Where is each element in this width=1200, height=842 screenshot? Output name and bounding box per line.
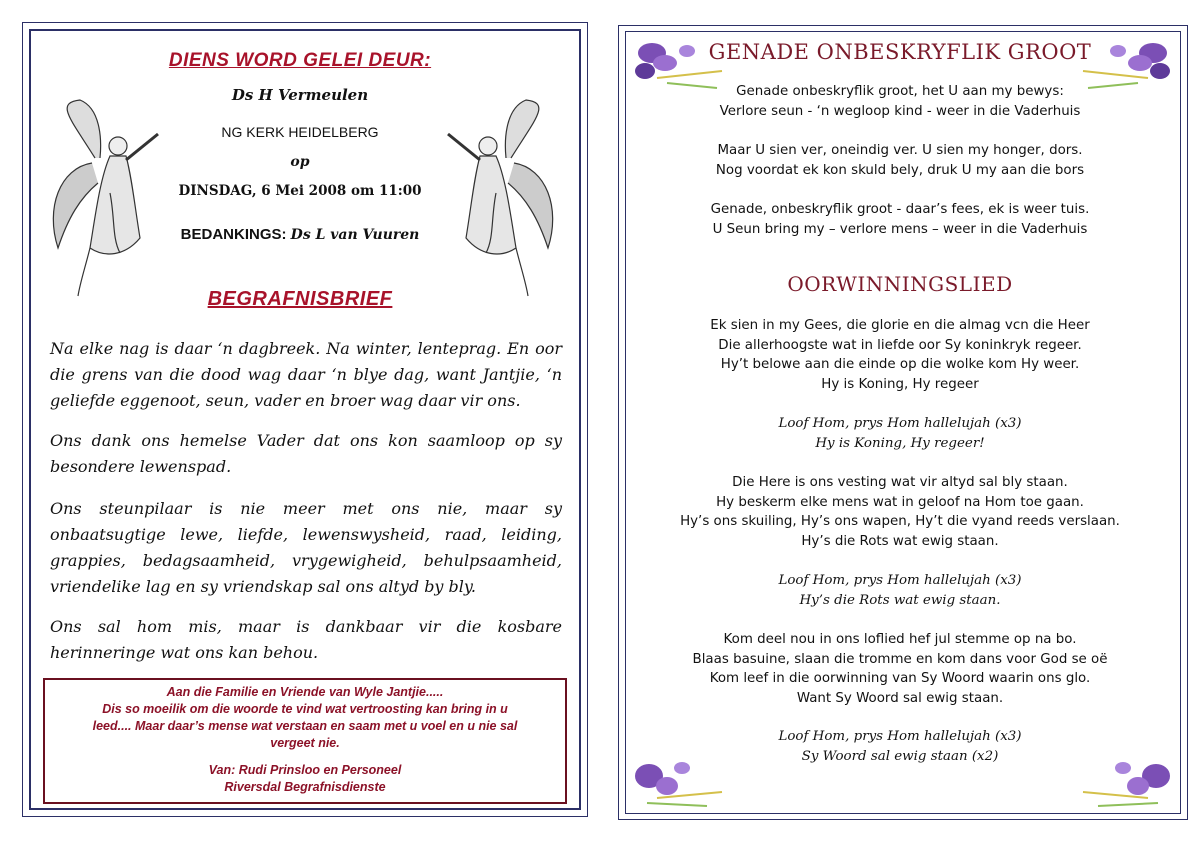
hymn1-title: GENADE ONBESKRYFLIK GROOT [708,40,1092,64]
condolence-from-1: Van: Rudi Prinsloo en Personeel [208,763,402,777]
thanks-name: Ds L van Vuuren [290,227,420,243]
hymn1-line: Genade onbeskryflik groot, het U aan my bewys: [736,84,1064,99]
church-name: NG KERK HEIDELBERG [221,124,379,140]
hymn1-verse-3 [640,200,1160,239]
hymn2-line: Die allerhoogste wat in liefde oor Sy koninkryk regeer. [718,337,1082,353]
angel-left-icon [40,98,170,298]
thanks-label: BEDANKINGS: [180,226,287,243]
hymn2-verse-1 [640,316,1160,394]
hymn2-line: Sy Woord sal ewig staan (x2) [801,748,999,764]
hymn2-verse-3 [640,630,1160,708]
minister-name: Ds H Vermeulen [231,86,369,104]
hymn2-title: OORWINNINGSLIED [787,272,1013,296]
hymn2-verse-2 [640,473,1160,551]
hymn1-verse-1 [640,82,1160,121]
hymn1-line: Maar U sien ver, oneindig ver. U sien my honger, dors. [717,143,1083,158]
service-heading: DIENS WORD GELEI DEUR: [168,50,432,71]
hymn2-chorus-1 [640,414,1160,453]
condolence-box [43,678,567,804]
condolence-line-4: vergeet nie. [270,736,340,750]
hymn2-line: Hy is Koning, Hy regeer! [815,435,985,451]
hymn1-verse-2 [640,141,1160,180]
hymn2-line: Ek sien in my Gees, die glorie en die almag vcn die Heer [710,318,1090,333]
letter-title: BEGRAFNISBRIEF [207,288,393,310]
hymn2-line: Hy beskerm elke mens wat in geloof na Hom toe gaan. [716,494,1084,510]
letter-paragraph-1: Na elke nag is daar ‘n dagbreek. Na winter, lenteprag. En oor die grens van die dood wag daar ‘n blye dag, want Jantjie, ‘n geliefde eggenoot, seun, vader en broer wag daar vir ons. [50,339,562,410]
condolence-line-3: leed.... Maar daar’s mense wat verstaan en saam met u voel en u nie sal [92,719,518,733]
hymn2-chorus-2 [640,571,1160,610]
service-date: DINSDAG, 6 Mei 2008 om 11:00 [178,183,422,199]
letter-paragraph-2: Ons dank ons hemelse Vader dat ons kon saamloop op sy besondere lewenspad. [50,431,562,476]
hymn2-line: Die Here is ons vesting wat vir altyd sal bly staan. [732,475,1068,490]
hymn1-line: Nog voordat ek kon skuld bely, druk U my aan die bors [715,162,1085,178]
hymn2-line: Want Sy Woord sal ewig staan. [796,690,1004,706]
letter-paragraph-4: Ons sal hom mis, maar is dankbaar vir die kosbare herinneringe wat ons kan behou. [50,617,562,662]
hymn2-line: Kom leef in die oorwinning van Sy Woord waarin ons glo. [709,671,1091,686]
letter-paragraph-3: Ons steunpilaar is nie meer met ons nie, maar sy onbaatsugtige lewe, liefde, lewenswysheid, raad, leiding, grappies, bedagsaamheid, vrygewigheid, behulpsaamheid, vriendelike lag en sy vriendskap sal ons altyd by bly. [50,499,562,596]
hymn1-line: U Seun bring my – verlore mens – weer in die Vaderhuis [712,221,1088,237]
hymn2-line: Hy’s ons skuiling, Hy’s ons wapen, Hy’t die vyand reeds verslaan. [680,514,1120,529]
hymn1-line: Verlore seun - ‘n wegloop kind - weer in die Vaderhuis [719,103,1081,119]
hymn2-line: Hy’s die Rots wat ewig staan. [801,533,999,549]
hymn2-line: Kom deel nou in ons loflied hef jul stemme op na bo. [723,632,1077,647]
hymn2-chorus-3 [640,727,1160,766]
angel-right-icon [436,98,566,298]
hymn2-line: Loof Hom, prys Hom hallelujah (x3) [778,416,1022,431]
hymn2-line: Hy is Koning, Hy regeer [821,376,979,392]
condolence-from-2: Riversdal Begrafnisdienste [224,780,386,794]
op-word: op [290,154,310,170]
condolence-line-2: Dis so moeilik om die woorde te vind wat vertroosting kan bring in u [102,702,508,716]
hymn2-line: Hy’t belowe aan die einde op die wolke kom Hy weer. [720,357,1080,372]
hymn2-line: Blaas basuine, slaan die tromme en kom dans voor God se oë [692,651,1108,667]
hymn2-line: Loof Hom, prys Hom hallelujah (x3) [778,573,1022,588]
hymn1-line: Genade, onbeskryflik groot - daar’s fees, ek is weer tuis. [710,202,1090,217]
hymn2-line: Hy’s die Rots wat ewig staan. [799,592,1001,608]
condolence-line-1: Aan die Familie en Vriende van Wyle Jantjie..... [166,685,444,699]
hymn2-line: Loof Hom, prys Hom hallelujah (x3) [778,729,1022,744]
